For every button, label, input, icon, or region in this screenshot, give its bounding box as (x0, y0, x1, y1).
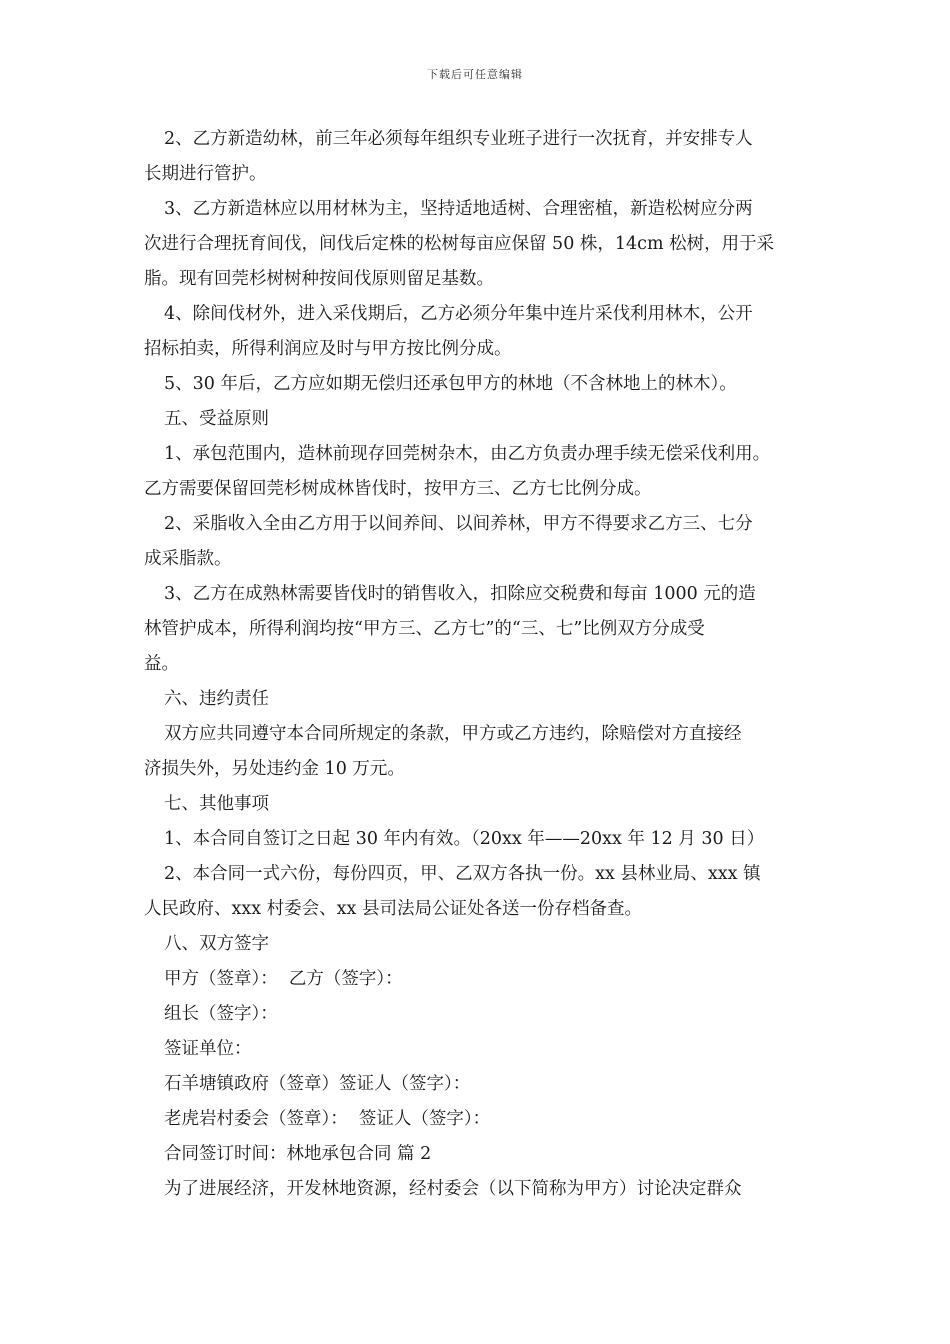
text-line: 双方应共同遵守本合同所规定的条款，甲方或乙方违约，除赔偿对方直接经 (164, 724, 742, 744)
section-heading (144, 787, 824, 822)
text-line: 七、其他事项 (164, 794, 269, 814)
text-line: 合同签订时间：林地承包合同 篇 2 (164, 1144, 432, 1164)
document-body (144, 122, 824, 1207)
text-line: 长期进行管护。 (144, 164, 267, 184)
section-heading (144, 682, 824, 717)
clause-paragraph (144, 437, 824, 507)
text-line: 次进行合理抚育间伐，间伐后定株的松树每亩应保留 50 株，14cm 松树，用于采 (144, 234, 775, 254)
clause-paragraph (144, 857, 824, 927)
text-line: 3、乙方在成熟林需要皆伐时的销售收入，扣除应交税费和每亩 1000 元的造 (164, 584, 756, 604)
signature-line (144, 1067, 824, 1102)
text-line: 人民政府、xxx 村委会、xx 县司法局公证处各送一份存档备查。 (144, 899, 642, 919)
section-heading (144, 402, 824, 437)
clause-paragraph (144, 507, 824, 577)
text-line: 1、本合同自签订之日起 30 年内有效。（20xx 年——20xx 年 12 月 30 日） (164, 829, 765, 849)
text-line: 3、乙方新造林应以用材林为主，坚持适地适树、合理密植，新造松树应分两 (164, 199, 753, 219)
clause-paragraph (144, 717, 824, 787)
text-line: 2、本合同一式六份，每份四页，甲、乙双方各执一份。xx 县林业局、xxx 镇 (164, 864, 761, 884)
text-line: 招标拍卖，所得利润应及时与甲方按比例分成。 (144, 339, 512, 359)
signature-line (144, 1102, 824, 1137)
text-line: 济损失外，另处违约金 10 万元。 (144, 759, 405, 779)
signature-line (144, 962, 824, 997)
text-line: 组长（签字）： (164, 1004, 278, 1024)
clause-paragraph (144, 1172, 824, 1207)
signature-line (144, 1137, 824, 1172)
text-line: 甲方（签章）： 乙方（签字）： (164, 969, 403, 989)
text-line: 石羊塘镇政府（签章）签证人（签字）： (164, 1074, 471, 1094)
section-heading (144, 927, 824, 962)
text-line: 林管护成本，所得利润均按“甲方三、乙方七”的“三、七”比例双方分成受 (144, 619, 705, 639)
clause-paragraph (144, 367, 824, 402)
text-line: 2、采脂收入全由乙方用于以间养间、以间养林，甲方不得要求乙方三、七分 (164, 514, 753, 534)
text-line: 签证单位： (164, 1039, 252, 1059)
text-line: 脂。现有回莞杉树树种按间伐原则留足基数。 (144, 269, 494, 289)
clause-paragraph (144, 577, 824, 682)
text-line: 五、受益原则 (164, 409, 269, 429)
page-header: 下载后可任意编辑 (427, 68, 523, 81)
text-line: 成采脂款。 (144, 549, 232, 569)
text-line: 5、30 年后，乙方应如期无偿归还承包甲方的林地（不含林地上的林木）。 (164, 374, 737, 394)
clause-paragraph (144, 122, 824, 192)
text-line: 为了进展经济，开发林地资源，经村委会（以下简称为甲方）讨论决定群众 (164, 1179, 742, 1199)
text-line: 老虎岩村委会（签章）： 签证人（签字）： (164, 1109, 491, 1129)
text-line: 4、除间伐材外，进入采伐期后，乙方必须分年集中连片采伐利用林木，公开 (164, 304, 753, 324)
clause-paragraph (144, 297, 824, 367)
text-line: 八、双方签字 (164, 934, 269, 954)
text-line: 益。 (144, 654, 179, 674)
text-line: 2、乙方新造幼林，前三年必须每年组织专业班子进行一次抚育，并安排专人 (164, 129, 753, 149)
text-line: 六、违约责任 (164, 689, 269, 709)
clause-paragraph (144, 822, 824, 857)
text-line: 1、承包范围内，造林前现存回莞树杂木，由乙方负责办理手续无偿采伐利用。 (164, 444, 771, 464)
clause-paragraph (144, 192, 824, 297)
signature-line (144, 997, 824, 1032)
signature-line (144, 1032, 824, 1067)
text-line: 乙方需要保留回莞杉树成林皆伐时，按甲方三、乙方七比例分成。 (144, 479, 652, 499)
